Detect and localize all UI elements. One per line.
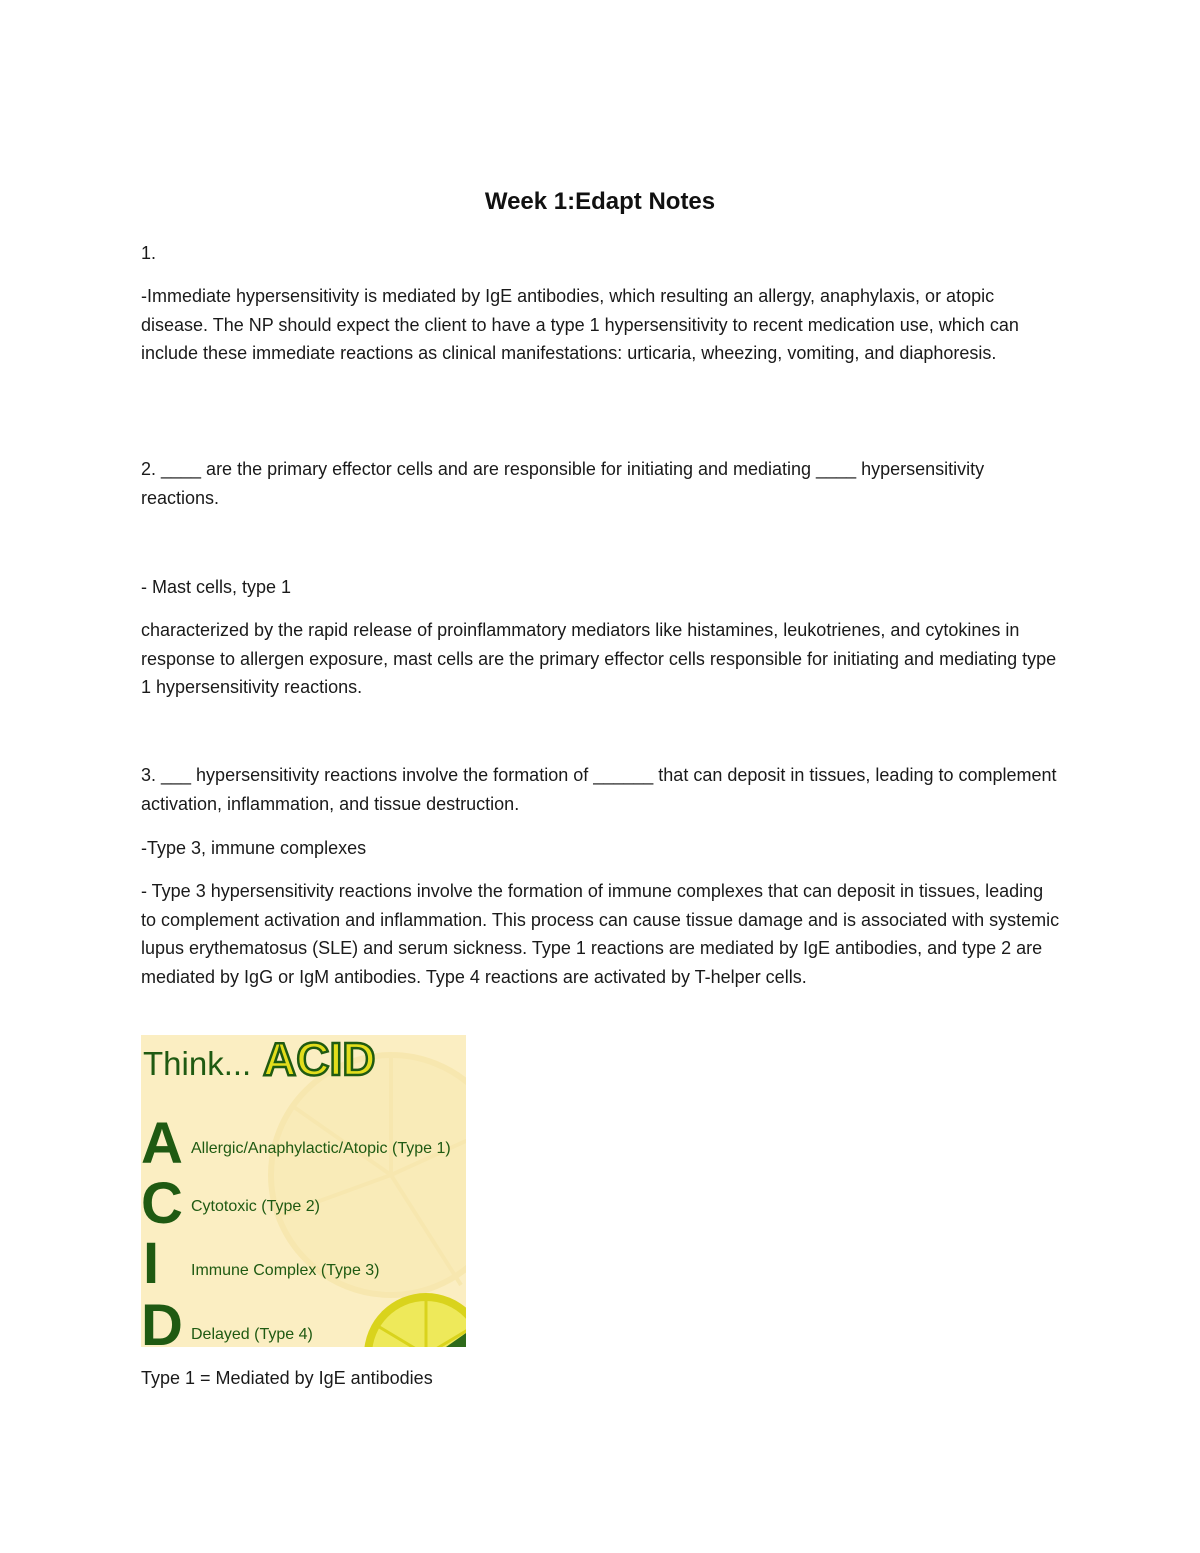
figure-letter-a: A <box>141 1111 183 1176</box>
figure-caption: Type 1 = Mediated by IgE antibodies <box>141 1368 433 1388</box>
question-1-answer: -Immediate hypersensitivity is mediated by IgE antibodies, which resulting an allergy, anaphylaxis, or atopic disease. The NP should expect the client to have a type 1 hypersensitivity to recent medication use, which can include these immediate reactions as clinical manifestations: urticaria, wheezing, vomiting, and diaphoresis. <box>141 286 1019 364</box>
figure-label-d: Delayed (Type 4) <box>191 1326 313 1343</box>
page-title: Week 1:Edapt Notes <box>484 188 716 215</box>
question-2-answer: - Mast cells, type 1 <box>141 577 292 597</box>
question-2-text: 2. ____ are the primary effector cells and are responsible for initiating and mediating ____ hypersensitivity reactions. <box>141 459 985 508</box>
figure-letter-i: I <box>143 1231 160 1296</box>
figure-letter-c: C <box>141 1171 183 1236</box>
figure-heading-word: ACID <box>263 1035 376 1085</box>
figure-label-i: Immune Complex (Type 3) <box>191 1262 380 1279</box>
figure-letter-d: D <box>141 1293 183 1347</box>
question-3-answer: -Type 3, immune complexes <box>141 838 367 858</box>
question-1-number: 1. <box>141 243 157 263</box>
question-3-explanation: - Type 3 hypersensitivity reactions involve the formation of immune complexes that can deposit in tissues, leading to complement activation and inflammation. This process can cause tissue damage and is associated with systemic lupus erythematosus (SLE) and serum sickness. Type 1 reactions are mediated by IgE antibodies, and type 2 are mediated by IgG or IgM antibodies. Type 4 reactions are activated by T-helper cells. <box>141 881 1060 987</box>
acid-mnemonic-figure <box>141 1035 466 1347</box>
figure-label-a: Allergic/Anaphylactic/Atopic (Type 1) <box>191 1140 451 1157</box>
question-3-text: 3. ___ hypersensitivity reactions involve the formation of ______ that can deposit in tissues, leading to complement activation, inflammation, and tissue destruction. <box>141 765 1057 814</box>
figure-heading-prefix: Think... <box>143 1045 252 1082</box>
question-2-explanation: characterized by the rapid release of proinflammatory mediators like histamines, leukotrienes, and cytokines in response to allergen exposure, mast cells are the primary effector cells responsible for initiating and mediating type 1 hypersensitivity reactions. <box>141 620 1057 698</box>
acid-mnemonic-graphic <box>141 1035 466 1347</box>
figure-label-c: Cytotoxic (Type 2) <box>191 1198 320 1215</box>
